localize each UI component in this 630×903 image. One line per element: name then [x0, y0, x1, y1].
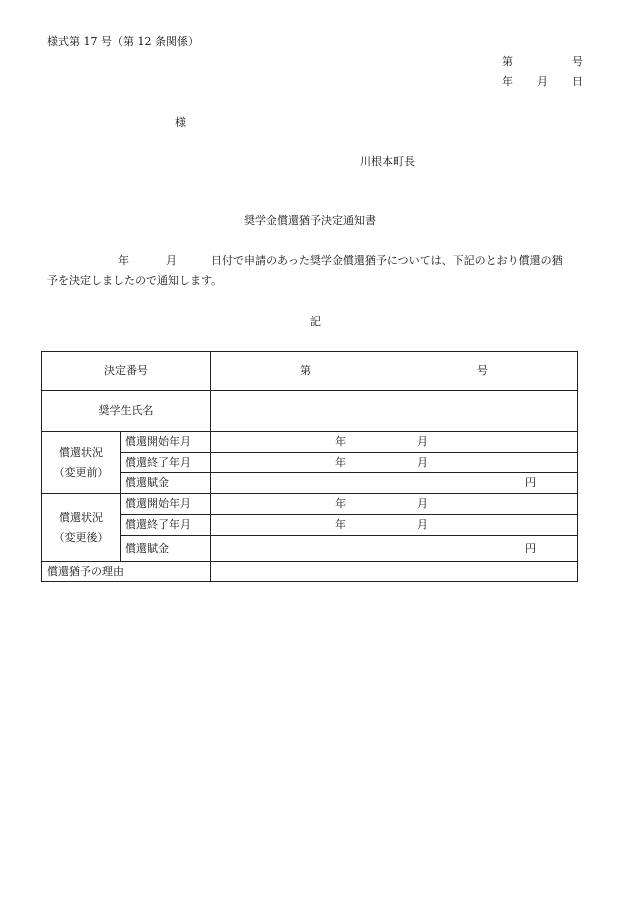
decision-number-prefix: 第: [300, 364, 311, 377]
after-end-label: 償還終了年月: [121, 515, 211, 536]
row-decision-number: [42, 352, 578, 391]
before-start-month: 月: [417, 435, 428, 448]
body-line1-year: 年: [118, 254, 129, 267]
after-group-label: [42, 494, 121, 562]
doc-date-day: 日: [572, 75, 583, 88]
reason-value: [211, 562, 578, 582]
doc-date-year: 年: [502, 75, 513, 88]
before-amount-value: [211, 473, 578, 494]
row-before-amount: [42, 473, 578, 494]
after-start-month: 月: [417, 497, 428, 510]
decision-number-label: 決定番号: [42, 352, 211, 391]
form-id: 様式第 17 号（第 12 条関係）: [47, 35, 199, 48]
ki-mark: 記: [310, 315, 321, 328]
row-reason: [42, 562, 578, 582]
before-start-year: 年: [335, 435, 346, 448]
decision-number-cell: [211, 352, 578, 391]
row-before-end: [42, 453, 578, 473]
row-before-start: [42, 432, 578, 453]
body-line1-text: 日付で申請のあった奨学金償還猶予については、下記のとおり償還の猶: [211, 254, 563, 267]
doc-number-suffix: 号: [572, 55, 583, 68]
row-after-amount: [42, 536, 578, 562]
after-group-label-2: （変更後）: [53, 530, 109, 544]
student-name-value: [211, 391, 578, 432]
after-end-year: 年: [335, 518, 346, 531]
before-start-label: 償還開始年月: [121, 432, 211, 453]
before-end-month: 月: [417, 455, 428, 469]
body-line2-text: 予を決定しましたので通知します。: [47, 274, 223, 287]
body-line1-month: 月: [166, 254, 177, 267]
after-start-value: [211, 494, 578, 515]
doc-number-prefix: 第: [502, 55, 513, 68]
after-end-month: 月: [417, 518, 428, 531]
after-amount-label: 償還賦金: [121, 536, 211, 562]
document-title: 奨学金償還猶予決定通知書: [244, 214, 376, 227]
sender: 川根本町長: [360, 155, 415, 168]
before-end-label: 償還終了年月: [121, 453, 211, 473]
after-amount-yen: 円: [525, 541, 536, 555]
after-end-value: [211, 515, 578, 536]
after-group-label-1: 償還状況: [59, 510, 103, 524]
before-amount-yen: 円: [525, 476, 536, 489]
before-group-label-1: 償還状況: [59, 445, 103, 459]
after-start-label: 償還開始年月: [121, 494, 211, 515]
before-end-value: [211, 453, 578, 473]
after-start-year: 年: [335, 497, 346, 510]
recipient-suffix: 様: [175, 116, 186, 129]
reason-label: 償還猶予の理由: [42, 562, 211, 582]
row-student-name: [42, 391, 578, 432]
decision-number-suffix: 号: [477, 364, 488, 377]
row-after-start: [42, 494, 578, 515]
before-group-label-2: （変更前）: [53, 465, 109, 479]
doc-date-month: 月: [537, 75, 548, 88]
before-end-year: 年: [335, 455, 346, 469]
before-start-value: [211, 432, 578, 453]
after-amount-value: [211, 536, 578, 562]
decision-table: [41, 351, 578, 582]
before-amount-label: 償還賦金: [121, 473, 211, 494]
row-after-end: [42, 515, 578, 536]
before-group-label: [42, 432, 121, 494]
student-name-label: 奨学生氏名: [42, 391, 211, 432]
